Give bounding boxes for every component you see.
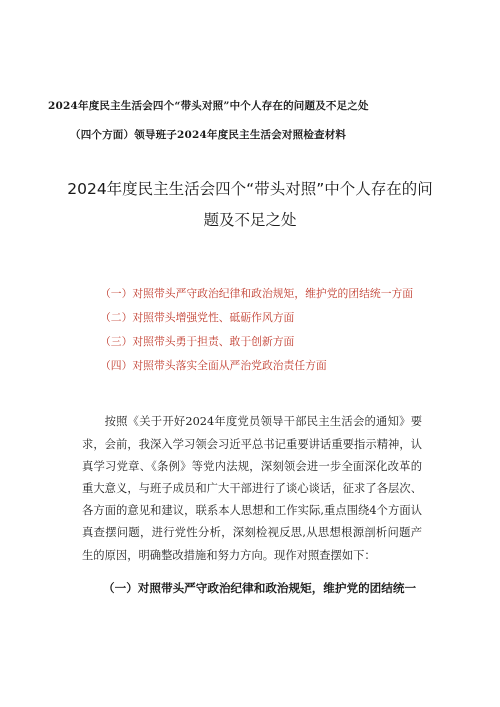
- toc-item: （一）对照带头严守政治纪律和政治规矩，维护党的团结统一方面: [100, 287, 414, 300]
- header-title-line-1: 2024年度民主生活会四个“带头对照”中个人存在的问题及不足之处: [48, 100, 369, 112]
- intro-paragraph: 按照《关于开好2024年度党员领导干部民主生活会的通知》要求，会前，我深入学习领会习近平总书记重要讲话重要指示精神，认真学习党章、《条例》等党内法规，深刻领会进一步全面深化改革的重大意义，与班子成员和广大干部进行了谈心谈话，征求了各层次、各方面的意见和建议，联系本人思想和工作实际,重点围绕4个方面认真查摆问题，进行党性分析，深刻检视反思,从思想根源剖析问题产生的原因，明确整改措施和努力方向。现作对照查摆如下：: [82, 415, 422, 562]
- section-heading-1: （一）对照带头严守政治纪律和政治规矩，维护党的团结统一: [103, 581, 417, 595]
- document-title-line-1: 2024年度民主生活会四个“带头对照”中个人存在的问: [67, 180, 433, 198]
- header-title-line-2: （四个方面）领导班子2024年度民主生活会对照检查材料: [70, 129, 347, 141]
- toc-item: （二）对照带头增强党性、砥砺作风方面: [100, 311, 295, 324]
- table-of-contents: [100, 282, 413, 378]
- toc-item: （四）对照带头落实全面从严治党政治责任方面: [100, 359, 327, 372]
- toc-item: （三）对照带头勇于担责、敢于创新方面: [100, 335, 295, 348]
- document-title-line-2: 题及不足之处: [203, 211, 297, 229]
